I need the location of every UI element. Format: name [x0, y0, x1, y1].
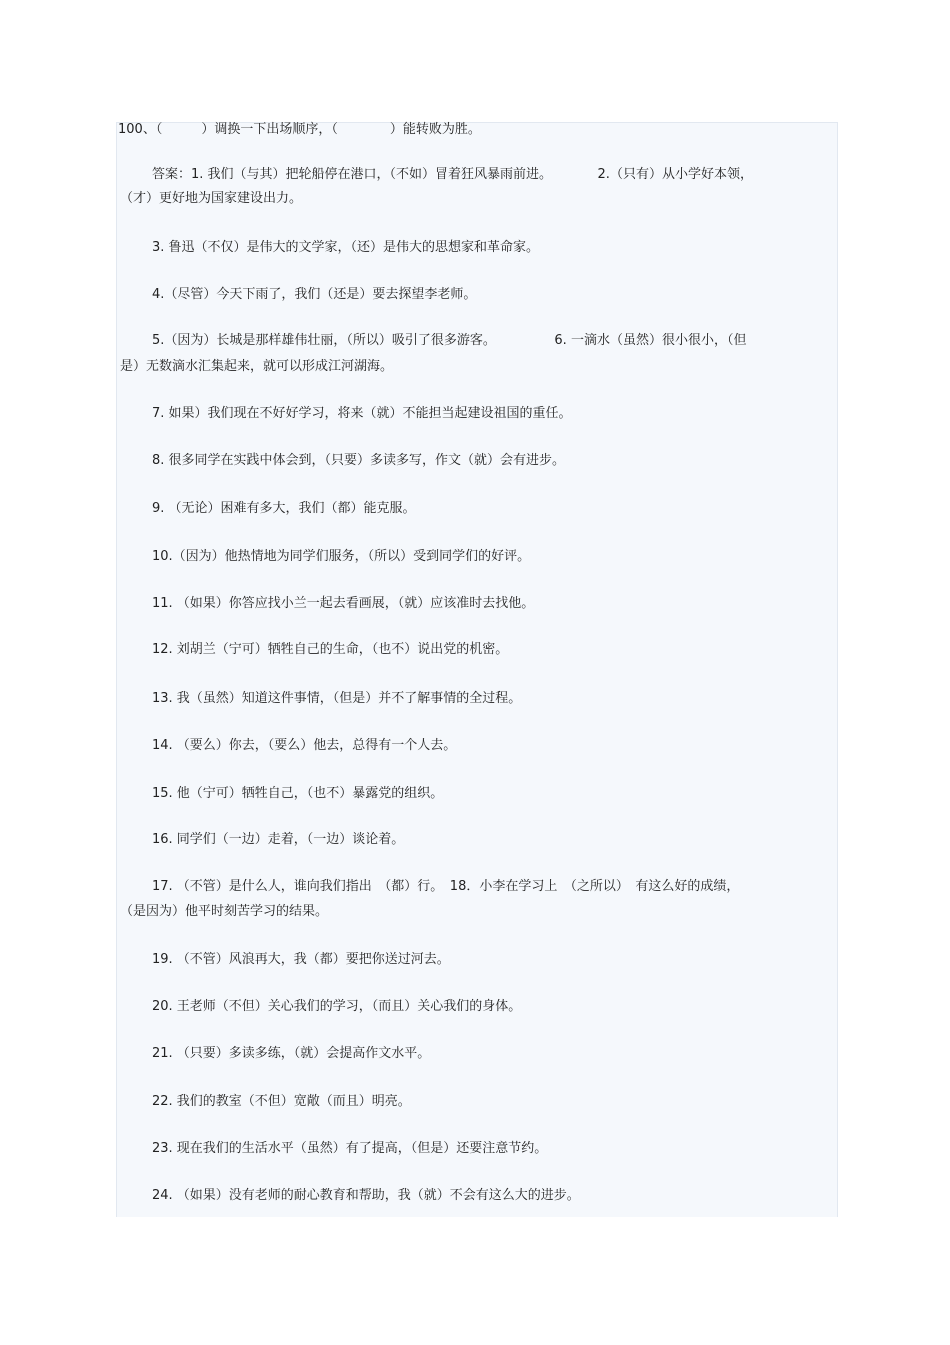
- answer-11: 11. （如果）你答应找小兰一起去看画展，（就）应该准时去找他。: [152, 596, 535, 611]
- answer-8: 8. 很多同学在实践中体会到，（只要）多读多写，作文（就）会有进步。: [152, 453, 566, 468]
- question-100: 100、（ ）调换一下出场顺序，（ ）能转败为胜。: [118, 122, 481, 137]
- answer-3: 3. 鲁迅（不仅）是伟大的文学家，（还）是伟大的思想家和革命家。: [152, 240, 540, 255]
- answer-22: 22. 我们的教室（不但）宽敞（而且）明亮。: [152, 1094, 411, 1109]
- answer-10: 10.（因为）他热情地为同学们服务，（所以）受到同学们的好评。: [152, 549, 531, 564]
- answer-15: 15. 他（宁可）牺牲自己，（也不）暴露党的组织。: [152, 786, 444, 801]
- answer-12: 12. 刘胡兰（宁可）牺牲自己的生命，（也不）说出党的机密。: [152, 642, 509, 657]
- answer-17-18-line-2: （是因为）他平时刻苦学习的结果。: [120, 904, 329, 919]
- answer-16: 16. 同学们（一边）走着，（一边）谈论着。: [152, 832, 405, 847]
- answer-23: 23. 现在我们的生活水平（虽然）有了提高，（但是）还要注意节约。: [152, 1141, 548, 1156]
- answer-24: 24. （如果）没有老师的耐心教育和帮助，我（就）不会有这么大的进步。: [152, 1188, 580, 1203]
- answer-5-6-line-1: 5.（因为）长城是那样雄伟壮丽，（所以）吸引了很多游客。 6. 一滴水（虽然）很小很小，（但: [152, 333, 747, 348]
- answer-17-18-line-1: 17. （不管）是什么人，谁向我们指出 （都）行。 18．小李在学习上 （之所以） 有这么好的成绩，: [152, 879, 740, 894]
- answer-4: 4.（尽管）今天下雨了，我们（还是）要去探望李老师。: [152, 287, 477, 302]
- answer-14: 14. （要么）你去，（要么）他去，总得有一个人去。: [152, 738, 457, 753]
- answer-19: 19. （不管）风浪再大，我（都）要把你送过河去。: [152, 952, 450, 967]
- answer-21: 21. （只要）多读多练，（就）会提高作文水平。: [152, 1046, 431, 1061]
- answer-13: 13. 我（虽然）知道这件事情，（但是）并不了解事情的全过程。: [152, 691, 522, 706]
- answer-1-2-line-2: （才）更好地为国家建设出力。: [120, 191, 303, 206]
- answer-7: 7. 如果）我们现在不好好学习，将来（就）不能担当起建设祖国的重任。: [152, 406, 572, 421]
- answer-20: 20. 王老师（不但）关心我们的学习，（而且）关心我们的身体。: [152, 999, 522, 1014]
- answer-9: 9. （无论）困难有多大，我们（都）能克服。: [152, 501, 416, 516]
- answer-5-6-line-2: 是）无数滴水汇集起来，就可以形成江河湖海。: [120, 359, 394, 374]
- answer-1-2-line-1: 答案：1. 我们（与其）把轮船停在港口，（不如）冒着狂风暴雨前进。 2.（只有）从小学好本领，: [152, 167, 753, 182]
